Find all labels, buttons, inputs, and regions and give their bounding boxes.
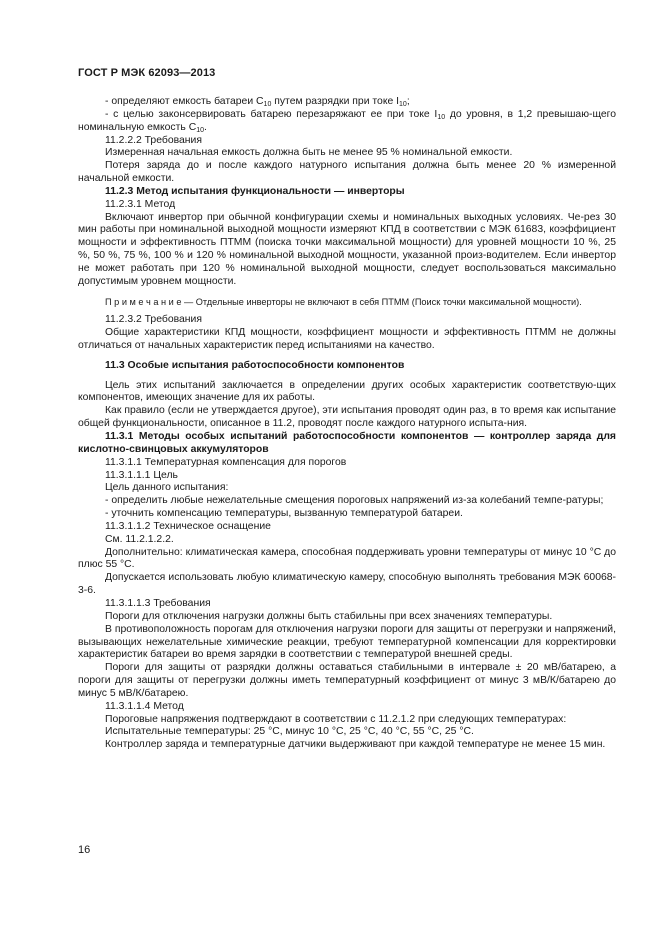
paragraph: Допускается использовать любую климатическую камеру, способную выполнять требования МЭК 60068-3-6.	[78, 572, 616, 597]
text: путем разрядки при токе I	[271, 96, 400, 107]
text: .	[204, 121, 207, 133]
text: - с целью законсервировать батарею перезаряжают ее при токе I	[105, 108, 438, 120]
section-11-2-3-2: 11.2.3.2 Требования	[105, 314, 202, 326]
section-11-3-1-1-3: 11.3.1.1.3 Требования	[105, 597, 211, 609]
section-11-2-3: 11.2.3 Метод испытания функциональности — инверторы	[105, 185, 405, 197]
paragraph: Цель данного испытания:	[105, 482, 229, 494]
list-item: - уточнить компенсацию температуры, вызванную температурой батареи.	[105, 508, 463, 520]
paragraph-recharge	[78, 109, 616, 135]
section-11-3-1-1-4: 11.3.1.1.4 Метод	[105, 700, 184, 712]
note: П р и м е ч а н и е — Отдельные инверторы не включают в себя ПТММ (Поиск точки максимальной мощности).	[105, 296, 582, 307]
section-11-3-1-1: 11.3.1.1 Температурная компенсация для порогов	[105, 456, 347, 468]
subscript: 10	[399, 101, 407, 108]
text: до уровня, в 1,2 превышаю-щего номинальную емкость C	[78, 108, 617, 133]
paragraph: В противоположность порогам для отключения нагрузки пороги для защиты от перегрузки и напряжений, вызывающих нежелательные химические реакции, требуют температурной компенсации для корректировки характеристик батареи во время зарядки в соответствии с температурой внешней среды.	[78, 623, 616, 661]
section-11-2-3-1: 11.2.3.1 Метод	[105, 198, 176, 210]
paragraph: Испытательные температуры: 25 °С, минус 10 °С, 25 °С, 40 °С, 55 °С, 25 °С.	[105, 726, 474, 738]
subscript: 10	[196, 126, 204, 134]
paragraph: Пороги для защиты от разрядки должны оставаться стабильными в интервале ± 20 мВ/батарею, а пороги для защиты от перегрузки должны иметь температурный коэффициент от минус 3 мВ/К/батарею до минус 5 мВ/К/батарею.	[78, 662, 616, 699]
section-11-3: 11.3 Особые испытания работоспособности компонентов	[105, 359, 405, 371]
section-11-3-1-1-1: 11.3.1.1.1 Цель	[105, 469, 178, 481]
section-11-3-1: 11.3.1 Методы особых испытаний работоспособности компонентов — контроллер заряда для кислотно-свинцовых аккумуляторов	[78, 431, 616, 455]
section-11-3-1-1-2: 11.3.1.1.2 Техническое оснащение	[105, 520, 271, 532]
paragraph: Пороги для отключения нагрузки должны быть стабильны при всех значениях температуры.	[105, 610, 553, 622]
paragraph: Включают инвертор при обычной конфигурации схемы и номинальных выходных условиях. Че-рез 30 мин работы при номинальной выходной мощности измеряют КПД в соответствии с МЭК 61683, коэффициент мощности и эффективность ПТММ (поиска точки максимальной мощности) для уровней мощности 10 %, 25 %, 50 %, 75 %, 100 % и 120 % номинальной выходной мощности, указанной произ-водителем. Если инвертор не может работать при 120 % номинальной выходной мощности, следует воспользоваться максимально допустимым уровнем мощности.	[78, 211, 616, 287]
subscript: 10	[437, 113, 446, 121]
paragraph: Как правило (если не утверждается другое), эти испытания проводят один раз, в то время как испытание общей функциональности, описанное в 11.2, проводят после каждого натурного испыта-ния.	[78, 405, 616, 430]
subscript: 10	[263, 101, 272, 108]
paragraph: Контроллер заряда и температурные датчики выдерживают при каждой температуре не менее 15 мин.	[105, 739, 606, 751]
paragraph: Потеря заряда до и после каждого натурного испытания должна быть менее 20 % измеренной начальной емкости.	[78, 160, 616, 185]
document-header: ГОСТ Р МЭК 62093—2013	[78, 67, 216, 79]
paragraph: Пороговые напряжения подтверждают в соответствии с 11.2.1.2 при следующих температурах:	[105, 713, 567, 725]
page-content	[78, 96, 616, 752]
page-number: 16	[78, 844, 91, 856]
paragraph: Цель этих испытаний заключается в определении других особых характеристик соответствую-щих компонентов, имеющих значение для их работы.	[78, 379, 616, 404]
paragraph: Дополнительно: климатическая камера, способная поддерживать уровни температуры от минус 10 °С до плюс 55 °С.	[78, 546, 616, 571]
section-11-2-2-2: 11.2.2.2 Требования	[105, 134, 202, 146]
paragraph: Общие характеристики КПД мощности, коэффициент мощности и эффективность ПТММ не должны отличаться от начальных характеристик перед испытаниями на качество.	[78, 327, 616, 351]
paragraph: См. 11.2.1.2.2.	[105, 533, 174, 545]
text: ;	[406, 96, 410, 107]
text: - определяют емкость батареи C	[105, 96, 264, 107]
list-item: - определить любые нежелательные смещения пороговых напряжений из-за колебаний темпе-ратуры;	[105, 495, 604, 507]
paragraph-capacity	[78, 96, 616, 109]
paragraph: Измеренная начальная емкость должна быть не менее 95 % номинальной емкости.	[105, 147, 513, 159]
